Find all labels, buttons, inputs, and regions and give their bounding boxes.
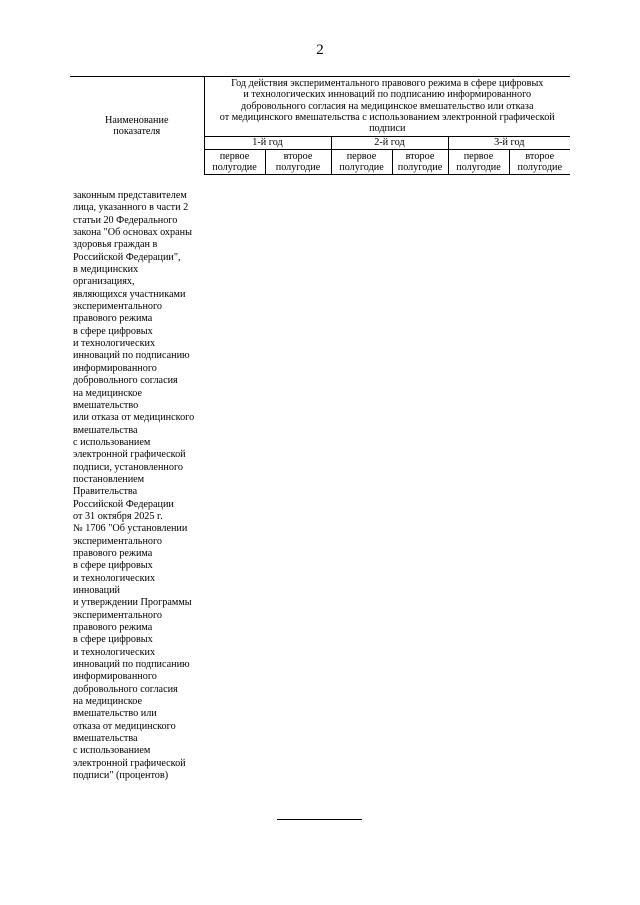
indicator-description-line: экспериментального	[73, 535, 163, 547]
indicator-description-line: инноваций по подписанию	[73, 350, 190, 362]
indicator-description-line: закона "Об основах охраны	[73, 227, 192, 239]
year-3-header: 3-й год	[448, 137, 570, 149]
indicator-description-line: электронной графической	[73, 449, 186, 461]
half-label-line: второе	[405, 150, 435, 162]
indicator-description-line: правового режима	[73, 547, 153, 559]
indicator-description-line: являющихся участниками	[73, 288, 186, 300]
indicator-description-line: постановлением	[73, 473, 145, 485]
indicator-description-line: инноваций по подписанию	[73, 659, 190, 671]
indicator-description-line: с использованием	[73, 745, 151, 757]
indicator-description-line: на медицинское	[73, 387, 143, 399]
indicator-description-line: добровольного согласия	[73, 683, 178, 695]
period-header-line: от медицинского вмешательства с использованием электронной графической	[219, 111, 555, 123]
footer-separator-line	[277, 819, 362, 820]
year-1-header: 1-й год	[204, 137, 331, 149]
indicator-description-line: экспериментального	[73, 609, 163, 621]
half-label-line: полугодие	[339, 162, 384, 174]
indicator-description-line: здоровья граждан в	[73, 239, 158, 251]
indicator-description-line: и технологических	[73, 338, 156, 350]
indicator-description-line: от 31 октября 2025 г.	[73, 510, 163, 522]
indicator-description-line: в сфере цифровых	[73, 560, 153, 572]
half-label-line: первое	[219, 150, 250, 162]
page-number: 2	[316, 42, 324, 58]
year-3-half-1-header	[448, 149, 509, 175]
indicator-description-line: и технологических	[73, 646, 156, 658]
indicator-description-line: Правительства	[73, 486, 138, 498]
indicator-description-line: вмешательства	[73, 733, 138, 745]
indicator-description-line: Российской Федерации	[73, 498, 174, 510]
half-label-line: первое	[346, 150, 377, 162]
indicator-description-line: вмешательства	[73, 424, 138, 436]
indicator-description-line: законным представителем	[73, 190, 187, 201]
indicator-description-line: вмешательство	[73, 399, 139, 411]
half-label-line: полугодие	[275, 162, 321, 174]
indicator-name-header-line: Наименование	[105, 114, 169, 126]
indicator-description-line: подписи, установленного	[73, 461, 183, 473]
half-label-line: первое	[463, 150, 494, 162]
indicator-name-header-cell	[70, 77, 204, 175]
indicator-description-line: в сфере цифровых	[73, 634, 153, 646]
indicator-description-line: № 1706 "Об установлении	[73, 523, 188, 535]
year-1-half-1-header	[204, 149, 265, 175]
indicator-description-line: организациях,	[73, 276, 135, 288]
indicator-description-line: электронной графической	[73, 757, 186, 769]
indicator-description-line: правового режима	[73, 622, 153, 634]
indicator-description-line: экспериментального	[73, 301, 163, 313]
indicator-description-line: правового режима	[73, 313, 153, 325]
half-label-line: полугодие	[397, 162, 443, 174]
year-1-half-2-header	[265, 149, 331, 175]
period-header-line: и технологических инноваций по подписанию информированного	[243, 89, 532, 101]
indicator-description-line: или отказа от медицинского	[73, 412, 195, 424]
indicator-description-line: и технологических	[73, 572, 156, 584]
indicator-description-line: отказа от медицинского	[73, 720, 176, 732]
indicator-description-line: в медицинских	[73, 264, 139, 276]
indicator-description-line: и утверждении Программы	[73, 597, 192, 609]
indicator-description-line: добровольного согласия	[73, 375, 178, 387]
indicator-header-table	[70, 76, 570, 175]
indicator-description-line: в сфере цифровых	[73, 325, 153, 337]
header-row-title	[70, 77, 570, 137]
year-2-half-2-header	[392, 149, 448, 175]
indicator-description-line: информированного	[73, 671, 157, 683]
indicator-description-line: Российской Федерации",	[73, 251, 181, 263]
period-header-line: Год действия экспериментального правового режима в сфере цифровых	[231, 78, 544, 89]
half-label-line: второе	[525, 150, 555, 162]
indicator-description-line: на медицинское	[73, 696, 143, 708]
half-label-line: второе	[283, 150, 313, 162]
period-header-cell	[204, 77, 570, 137]
half-label-line: полугодие	[456, 162, 501, 174]
half-label-line: полугодие	[517, 162, 562, 174]
indicator-description-line: информированного	[73, 362, 157, 374]
year-3-half-2-header	[509, 149, 570, 175]
indicator-name-header-line: показателя	[113, 125, 161, 137]
indicator-description-line: вмешательство или	[73, 708, 157, 720]
indicator-description-line: подписи" (процентов)	[73, 770, 169, 782]
indicator-description-line: инноваций	[73, 585, 121, 596]
period-header-line: подписи	[369, 123, 406, 135]
year-2-header: 2-й год	[331, 137, 448, 149]
indicator-description-line: статьи 20 Федерального	[73, 214, 178, 226]
indicator-description-line: с использованием	[73, 436, 151, 448]
period-header-line: добровольного согласия на медицинское вмешательство или отказа	[241, 100, 534, 112]
half-label-line: полугодие	[212, 162, 257, 174]
year-2-half-1-header	[331, 149, 392, 175]
indicator-description	[73, 190, 223, 783]
indicator-description-line: лица, указанного в части 2	[73, 202, 189, 214]
